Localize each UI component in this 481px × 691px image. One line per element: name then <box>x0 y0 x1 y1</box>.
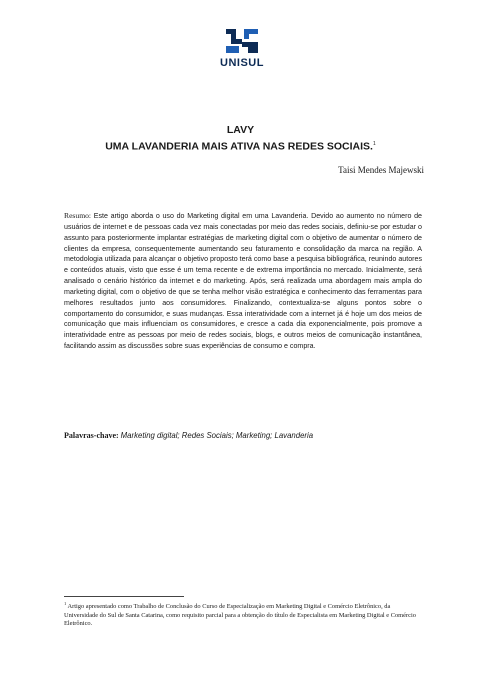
footnote-marker: 1 <box>64 601 67 606</box>
author-name: Taisi Mendes Majewski <box>338 165 424 175</box>
title-footnote-marker: 1 <box>372 141 376 147</box>
abstract-label: Resumo: <box>64 211 92 220</box>
university-logo <box>214 26 270 69</box>
abstract-paragraph <box>64 211 422 352</box>
footnote <box>64 600 424 629</box>
keywords-value: Marketing digital; Redes Sociais; Marketing; Lavanderia <box>120 431 314 440</box>
unisul-logo-icon <box>220 26 264 56</box>
logo-text: UNISUL <box>220 57 264 69</box>
keywords-line <box>64 431 444 440</box>
article-title <box>40 123 441 154</box>
title-line-1: LAVY <box>226 124 255 136</box>
keywords-label: Palavras-chave: <box>64 431 119 440</box>
title-line-2 <box>40 137 441 154</box>
footnote-text: Artigo apresentado como Trabalho de Conclusão do Curso de Especialização em Marketing Digital e Comércio Eletrônico, da Universidade do Sul de Santa Catarina, como requisito parcial para a obtenção do título de Especialista em Marketing Digital e Comércio Eletrônico. <box>64 603 416 628</box>
title-line-2-text: UMA LAVANDERIA MAIS ATIVA NAS REDES SOCIAIS. <box>105 140 373 153</box>
abstract-text: Este artigo aborda o uso do Marketing digital em uma Lavanderia. Devido ao aumento no número de usuários de internet e de pessoas cada vez mais conectadas por meio das redes sociais, definiu-se por estudar o assunto para posteriormente implantar estratégias de marketing digital com o objetivo de aumentar o número de clientes da empresa, consequentemente aumentando seu faturamento e consolidação da marca na região. A metodologia utilizada para alcançar o objetivo proposto terá como base a pesquisa bibliográfica, reunindo autores e conteúdos atuais, visto que esse é um tema recente e de extrema importância no mercado. Inicialmente, será analisado o cenário histórico da internet e do marketing. Após, será realizada uma abordagem mais ampla do marketing digital, com o objetivo de que se tenha melhor visão estratégica e conhecimento das ferramentas para melhores resultados junto aos consumidores. Finalizando, contextualiza-se alguns pontos sobre o comportamento do consumidor, e suas mudanças. Essa interatividade com a internet já é hoje um dos meios de comunicação que mais influenciam os consumidores, e cresce a cada dia exponencialmente, pois promove a interatividade entre as pessoas por meio de redes sociais, blogs, e outros meios de comunicação instantânea, facilitando assim as discussões sobre suas experiências de consumo e compra. <box>64 212 422 351</box>
footnote-divider <box>64 596 184 597</box>
